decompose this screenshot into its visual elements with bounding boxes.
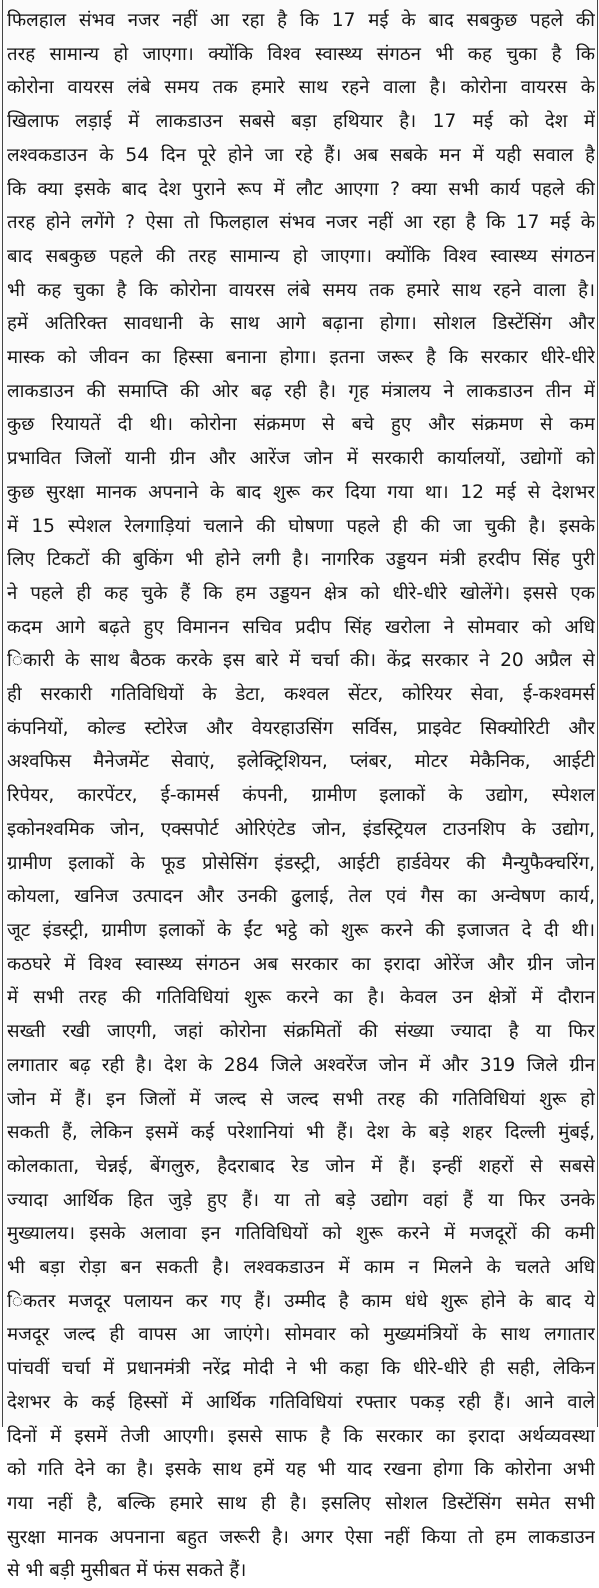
article-line: लाकडाउन की समाप्ति की ओर बढ़ रही है। गृह मंत्रालय ने लाकडाउन तीन में: [7, 380, 595, 402]
article-line: रिपेयर, कारपेंटर, ई-कामर्स कंपनी, ग्रामीण इलाकों के उद्योग, स्पेशल: [7, 785, 595, 807]
article-line: कुछ रियायतें दी थी। कोरोना संक्रमण से बचे हुए और संक्रमण से कम: [7, 414, 595, 436]
article-line: अश्वफिस मैनेजमेंट सेवाएं, इलेक्ट्रिशियन, प्लंबर, मोटर मेकैनिक, आईटी: [7, 751, 595, 773]
article-line: जोन में हैं। इन जिलों में जल्द से जल्द सभी तरह की गतिविधियां शुरू हो: [7, 1088, 595, 1110]
article-line: मास्क को जीवन का हिस्सा बनाना होगा। इतना जरूर है कि सरकार धीरे-धीरे: [7, 347, 595, 369]
article-line: सख्ती रखी जाएगी, जहां कोरोना संक्रमितों की संख्या ज्यादा है या फिर: [7, 1021, 595, 1043]
article-line: देशभर के कई हिस्सों में आर्थिक गतिविधियां रफ्तार पकड़ रही हैं। आने वाले: [7, 1391, 595, 1413]
left-border-rule: [2, 0, 3, 1427]
article-line: पांचवीं चर्चा में प्रधानमंत्री नरेंद्र मोदी ने भी कहा कि धीरे-धीरे ही सही, लेकिन: [7, 1358, 595, 1380]
article-line: सकती हैं, लेकिन इसमें कई परेशानियां भी हैं। देश के बड़े शहर दिल्ली मुंबई,: [7, 1122, 595, 1144]
article-line: ने पहले ही कह चुके हैं कि हम उड्डयन क्षेत्र को धीरे-धीरे खोलेंगे। इससे एक: [7, 582, 595, 604]
article-line: कदम आगे बढ़ते हुए विमानन सचिव प्रदीप सिंह खरोला ने सोमवार को अधि: [7, 616, 595, 638]
article-line: कि क्या इसके बाद देश पुराने रूप में लौट आएगा ? क्या सभी कार्य पहले की: [7, 178, 595, 200]
article-line: सुरक्षा मानक अपनाना बहुत जरूरी है। अगर ऐसा नहीं किया तो हम लाकडाउन: [7, 1526, 595, 1548]
article-line: कोलकाता, चेन्नई, बेंगलुरु, हैदराबाद रेड जोन में हैं। इन्हीं शहरों से सबसे: [7, 1155, 595, 1177]
article-line: दिनों में इसमें तेजी आएगी। इससे साफ है कि सरकार का इरादा अर्थव्यवस्था: [7, 1425, 595, 1447]
article-line: को गति देने का है। इसके साथ हमें यह भी याद रखना होगा कि कोरोना अभी: [7, 1459, 595, 1481]
article-line: भी बड़ा रोड़ा बन सकती है। लश्वकडाउन में काम न मिलने के चलते अधि: [7, 1257, 595, 1279]
article-line: तरह होने लगेंगे ? ऐसा तो फिलहाल संभव नजर नहीं आ रहा है कि 17 मई के: [7, 212, 595, 234]
article-body: [7, 4, 595, 1588]
article-line: मुख्यालय। इसके अलावा इन गतिविधियों को शुरू करने में मजदूरों की कमी: [7, 1223, 595, 1245]
article-line: हमें अतिरिक्त सावधानी के साथ आगे बढ़ाना होगा। सोशल डिस्टेंसिंग और: [7, 313, 595, 335]
article-line: लिए टिकटों की बुकिंग भी होने लगी है। नागरिक उड्डयन मंत्री हरदीप सिंह पुरी: [7, 549, 595, 571]
article-line: भी कह चुका है कि कोरोना वायरस लंबे समय तक हमारे साथ रहने वाला है।: [7, 279, 595, 301]
right-border-rule: [597, 0, 598, 1427]
article-line: लगातार बढ़ रही है। देश के 284 जिले अश्वरेंज जोन में और 319 जिले ग्रीन: [7, 1054, 595, 1076]
article-line: इकोनश्वमिक जोन, एक्सपोर्ट ओरिएंटेड जोन, इंडस्ट्रियल टाउनशिप के उद्योग,: [7, 818, 595, 840]
article-line: लश्वकडाउन के 54 दिन पूरे होने जा रहे हैं। अब सबके मन में यही सवाल है: [7, 144, 595, 166]
article-line: कंपनियों, कोल्ड स्टोरेज और वेयरहाउसिंग सर्विस, प्राइवेट सिक्योरिटी और: [7, 717, 595, 739]
article-line: कोरोना वायरस लंबे समय तक हमारे साथ रहने वाला है। कोरोना वायरस के: [7, 77, 595, 99]
article-line: ग्रामीण इलाकों के फूड प्रोसेसिंग इंडस्ट्री, आईटी हार्डवेयर की मैन्युफैक्चरिंग,: [7, 852, 595, 874]
article-line: ही सरकारी गतिविधियों के डेटा, कश्वल सेंटर, कोरियर सेवा, ई-कश्वमर्स: [7, 684, 595, 706]
article-line: प्रभावित जिलों यानी ग्रीन और आरेंज जोन में सरकारी कार्यालयों, उद्योगों को: [7, 448, 595, 470]
article-line: में 15 स्पेशल रेलगाड़ियां चलाने की घोषणा पहले ही की जा चुकी है। इसके: [7, 515, 595, 537]
article-line: तरह सामान्य हो जाएगा। क्योंकि विश्व स्वास्थ्य संगठन भी कह चुका है कि: [7, 43, 595, 65]
article-line: में सभी तरह की गतिविधियां शुरू करने का है। केवल उन क्षेत्रों में दौरान: [7, 987, 595, 1009]
article-line: से भी बड़ी मुसीबत में फंस सकते हैं।: [7, 1560, 247, 1582]
article-line: फिलहाल संभव नजर नहीं आ रहा है कि 17 मई के बाद सबकुछ पहले की: [7, 10, 595, 31]
article-line: िकतर मजदूर पलायन कर गए हैं। उम्मीद है काम धंधे शुरू होने के बाद ये: [7, 1290, 595, 1312]
article-line: मजदूर जल्द ही वापस आ जाएंगे। सोमवार को मुख्यमंत्रियों के साथ लगातार: [7, 1324, 595, 1346]
article-line: कुछ सुरक्षा मानक अपनाने के बाद शुरू कर दिया गया था। 12 मई से देशभर: [7, 481, 595, 503]
article-line: बाद सबकुछ पहले की तरह सामान्य हो जाएगा। क्योंकि विश्व स्वास्थ्य संगठन: [7, 245, 595, 267]
article-line: ज्यादा आर्थिक हित जुड़े हुए हैं। या तो बड़े उद्योग वहां हैं या फिर उनके: [7, 1189, 595, 1211]
article-line: िकारी के साथ बैठक करके इस बारे में चर्चा की। केंद्र सरकार ने 20 अप्रैल से: [7, 650, 595, 672]
article-line: गया नहीं है, बल्कि हमारे साथ ही है। इसलिए सोशल डिस्टेंसिंग समेत सभी: [7, 1492, 595, 1514]
article-line: खिलाफ लड़ाई में लाकडाउन सबसे बड़ा हथियार है। 17 मई को देश में: [7, 111, 595, 133]
article-line: कोयला, खनिज उत्पादन और उनकी ढुलाई, तेल एवं गैस का अन्वेषण कार्य,: [7, 886, 595, 908]
article-line: जूट इंडस्ट्री, ग्रामीण इलाकों के ईंट भट्ठे को शुरू करने की इजाजत दे दी थी।: [7, 919, 595, 941]
article-line: कठघरे में विश्व स्वास्थ्य संगठन अब सरकार का इरादा ओरेंज और ग्रीन जोन: [7, 953, 595, 975]
